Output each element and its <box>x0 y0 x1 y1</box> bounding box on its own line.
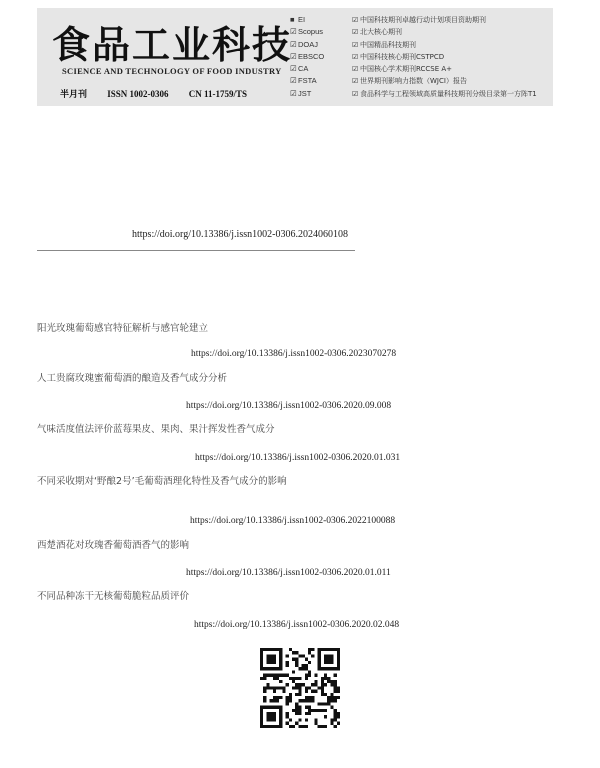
square-icon: ■ <box>290 15 295 24</box>
database-item: ■ EI <box>290 14 346 26</box>
related-article-doi-link[interactable]: https://doi.org/10.13386/j.issn1002-0306.2020.02.048 <box>194 620 400 630</box>
honor-item: ☑ 中国精品科技期刊 <box>352 39 552 51</box>
checkbox-checked-icon: ☑ <box>290 76 297 86</box>
related-article-title: 不同品种冻干无核葡萄脆粒品质评价 <box>37 591 190 602</box>
journal-issn: ISSN 1002-0306 <box>107 89 169 99</box>
checkbox-checked-icon: ☑ <box>352 77 359 86</box>
related-article-doi-link[interactable]: https://doi.org/10.13386/j.issn1002-0306.2022100088 <box>190 516 396 526</box>
related-article-doi-link[interactable]: https://doi.org/10.13386/j.issn1002-0306.2020.01.031 <box>195 453 401 463</box>
related-article-title: 气味活度值法评价蓝莓果皮、果肉、果汁挥发性香气成分 <box>37 424 275 435</box>
honor-list <box>352 14 552 100</box>
related-article-doi-link[interactable]: https://doi.org/10.13386/j.issn1002-0306.2020.01.011 <box>186 568 391 578</box>
checkbox-checked-icon: ☑ <box>352 52 359 61</box>
checkbox-checked-icon: ☑ <box>352 89 359 98</box>
database-item: ☑Scopus <box>290 26 346 38</box>
database-item: ☑FSTA <box>290 75 346 87</box>
database-item: ☑JST <box>290 88 346 100</box>
related-article-title: 西楚酒花对玫瑰香葡萄酒香气的影响 <box>37 540 190 551</box>
honor-item: ☑ 食品科学与工程领域高质量科技期刊分级目录第一方阵T1 <box>352 88 552 100</box>
related-article-doi-link[interactable]: https://doi.org/10.13386/j.issn1002-0306.2023070278 <box>191 349 397 359</box>
checkbox-checked-icon: ☑ <box>352 40 359 49</box>
honor-item: ☑ 中国科技期刊卓越行动计划项目资助期刊 <box>352 14 552 26</box>
journal-frequency: 半月刊 <box>60 89 88 99</box>
checkbox-checked-icon: ☑ <box>290 39 297 49</box>
database-item: ☑CA <box>290 63 346 75</box>
journal-title-cn: 食品工业科技 <box>52 22 293 67</box>
database-list <box>290 14 346 100</box>
related-article-doi-link[interactable]: https://doi.org/10.13386/j.issn1002-0306.2020.09.008 <box>186 401 392 411</box>
related-article-title: 人工贵腐玫瑰蜜葡萄酒的酿造及香气成分分析 <box>37 373 228 384</box>
journal-title-en: SCIENCE AND TECHNOLOGY OF FOOD INDUSTRY <box>62 66 282 76</box>
honor-item: ☑ 世界期刊影响力指数（WJCI）报告 <box>352 75 552 87</box>
article-doi-link[interactable]: https://doi.org/10.13386/j.issn1002-0306.2024060108 <box>132 229 348 240</box>
related-article-title: 不同采收期对‘野酿2号’毛葡萄酒理化特性及香气成分的影响 <box>37 476 287 487</box>
checkbox-checked-icon: ☑ <box>352 28 359 37</box>
checkbox-checked-icon: ☑ <box>352 65 359 74</box>
checkbox-checked-icon: ☑ <box>290 64 297 74</box>
journal-cn: CN 11-1759/TS <box>188 89 248 99</box>
database-item: ☑DOAJ <box>290 39 346 51</box>
checkbox-checked-icon: ☑ <box>352 16 359 24</box>
journal-info-row <box>60 87 265 100</box>
database-item: ☑EBSCO <box>290 51 346 63</box>
checkbox-checked-icon: ☑ <box>290 51 297 61</box>
checkbox-checked-icon: ☑ <box>290 88 297 98</box>
journal-header <box>0 0 600 110</box>
honor-item: ☑ 中国核心学术期刊RCCSE A+ <box>352 63 552 75</box>
related-article-title: 阳光玫瑰葡萄感官特征解析与感官轮建立 <box>37 323 209 334</box>
honor-item: ☑ 中国科技核心期刊CSTPCD <box>352 51 552 63</box>
honor-item: ☑ 北大核心期刊 <box>352 26 552 38</box>
checkbox-checked-icon: ☑ <box>290 27 297 37</box>
qr-code <box>260 648 340 728</box>
divider <box>37 250 355 251</box>
